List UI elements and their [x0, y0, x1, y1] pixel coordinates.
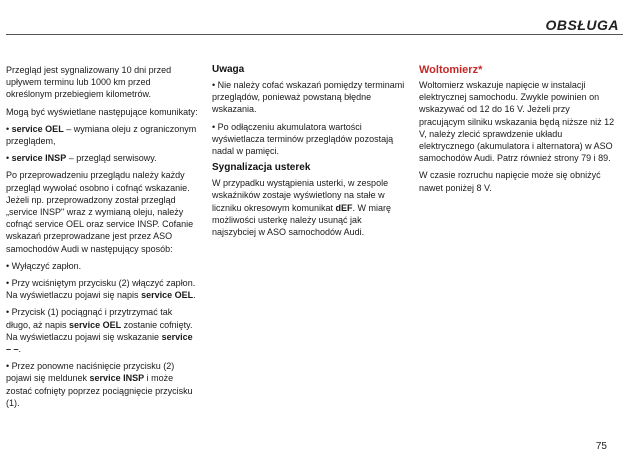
- bullet-item: • Wyłączyć zapłon.: [6, 260, 82, 271]
- bullet-text: – wymiana oleju z ograniczonym przeglądem,: [6, 123, 197, 147]
- bullet-text: i może zostać cofnięty poprzez pociągnięcie przycisku (1).: [6, 373, 193, 408]
- bullet-item: • Przycisk (1) pociągnąć i przytrzymać tak długo, aż napis service OEL zostanie cofnięty. Na wyświetlaczu pojawi się wskazanie service – –.: [6, 307, 193, 355]
- paragraph: Mogą być wyświetlane następujące komunikaty:: [6, 106, 198, 117]
- note-heading: Uwaga: [212, 64, 245, 75]
- header-rule: [6, 34, 623, 35]
- bullet-text: Przez ponowne naciśnięcie przycisku (2) pojawi się meldunek: [6, 361, 175, 384]
- message-code: service INSP: [11, 153, 67, 164]
- paragraph: Przegląd jest sygnalizowany 10 dni przed upływem terminu lub 1000 km przed określonym przebiegiem kilometrów.: [6, 65, 172, 100]
- message-code: service OEL: [69, 319, 122, 330]
- bullet-text: .: [18, 344, 22, 355]
- paragraph-text: . W miarę możliwości usterkę należy usunąć jak najszybciej w ASO samochodów Audi.: [212, 202, 392, 238]
- paragraph: W czasie rozruchu napięcie może się obniżyć nawet poniżej 8 V.: [419, 170, 601, 193]
- bullet-text: Po odłączeniu akumulatora wartości wyświetlacza terminów przeglądów pozostają nadal w pamięci.: [212, 121, 394, 157]
- column-middle: [212, 64, 405, 243]
- bullet-text: zostanie cofnięty. Na wyświetlaczu pojawi się wskazanie: [6, 319, 193, 342]
- bullet-item: • Po odłączeniu akumulatora wartości wyświetlacza terminów przeglądów pozostają nadal w pamięci.: [212, 121, 394, 157]
- bullet-text: Przycisk (1) pociągnąć i przytrzymać tak długo, aż napis: [6, 307, 173, 330]
- bullet-text: Wyłączyć zapłon.: [11, 260, 82, 271]
- column-left: [6, 64, 199, 414]
- voltmeter-heading: Woltomierz*: [419, 64, 483, 76]
- bullet-item: • Nie należy cofać wskazań pomiędzy terminami przeglądów, ponieważ powstaną błędne wskazania.: [212, 80, 405, 115]
- message-code: service OEL: [141, 290, 194, 301]
- bullet-text: – przegląd serwisowy.: [66, 153, 157, 164]
- bullet-item: • service OEL – wymiana oleju z ograniczonym przeglądem,: [6, 123, 197, 147]
- bullet-text: .: [193, 290, 196, 301]
- paragraph-text: W przypadku wystąpienia usterki, w zespole wskaźników zostaje wyświetlony na stałe w liczniku okresowym komunikat: [212, 178, 389, 213]
- message-code: service INSP: [89, 373, 145, 384]
- bullet-text: Przy wciśniętym przycisku (2) włączyć zapłon. Na wyświetlaczu pojawi się napis: [6, 278, 196, 301]
- paragraph: Woltomierz wskazuje napięcie w instalacji elektrycznej samochodu. Zwykle powinien on wskazywać od 12 do 16 V. Jeżeli przy pracującym silniku wskazania będą niższe niż 12 V, należy zlecić sprawdzenie układu elektrycznego (akumulatora i alternatora) w ASO samochodów Audi. Patrz również strony 79 i 89.: [419, 80, 615, 164]
- bullet-item: • Przez ponowne naciśnięcie przycisku (2) pojawi się meldunek service INSP i może zostać cofnięty poprzez pociągnięcie przycisku (1).: [6, 361, 193, 408]
- bullet-item: • Przy wciśniętym przycisku (2) włączyć zapłon. Na wyświetlaczu pojawi się napis service OEL.: [6, 278, 196, 301]
- message-code: dEF: [335, 202, 353, 213]
- page-header: [6, 0, 623, 42]
- message-code: service – –: [6, 331, 193, 355]
- paragraph: [212, 177, 405, 238]
- paragraph: Po przeprowadzeniu przeglądu należy każdy przegląd wywołać osobno i cofnąć wskazanie. Jeżeli np. przeprowadzony został przegląd „service INSP" wraz z wymianą oleju, należy cofnąć service OEL oraz service INSP. Cofanie wskazań przeprowadzane jest przez ASO samochodów Audi w następujący sposób:: [6, 170, 194, 254]
- section-title: OBSŁUGA: [540, 17, 620, 33]
- bullet-text: Nie należy cofać wskazań pomiędzy terminami przeglądów, ponieważ powstaną błędne wskazania.: [212, 80, 405, 115]
- column-right: [419, 64, 615, 199]
- bullet-item: • service INSP – przegląd serwisowy.: [6, 153, 157, 164]
- message-code: service OEL: [11, 123, 64, 134]
- section-heading: Sygnalizacja usterek: [212, 162, 311, 174]
- page-number: 75: [595, 441, 607, 452]
